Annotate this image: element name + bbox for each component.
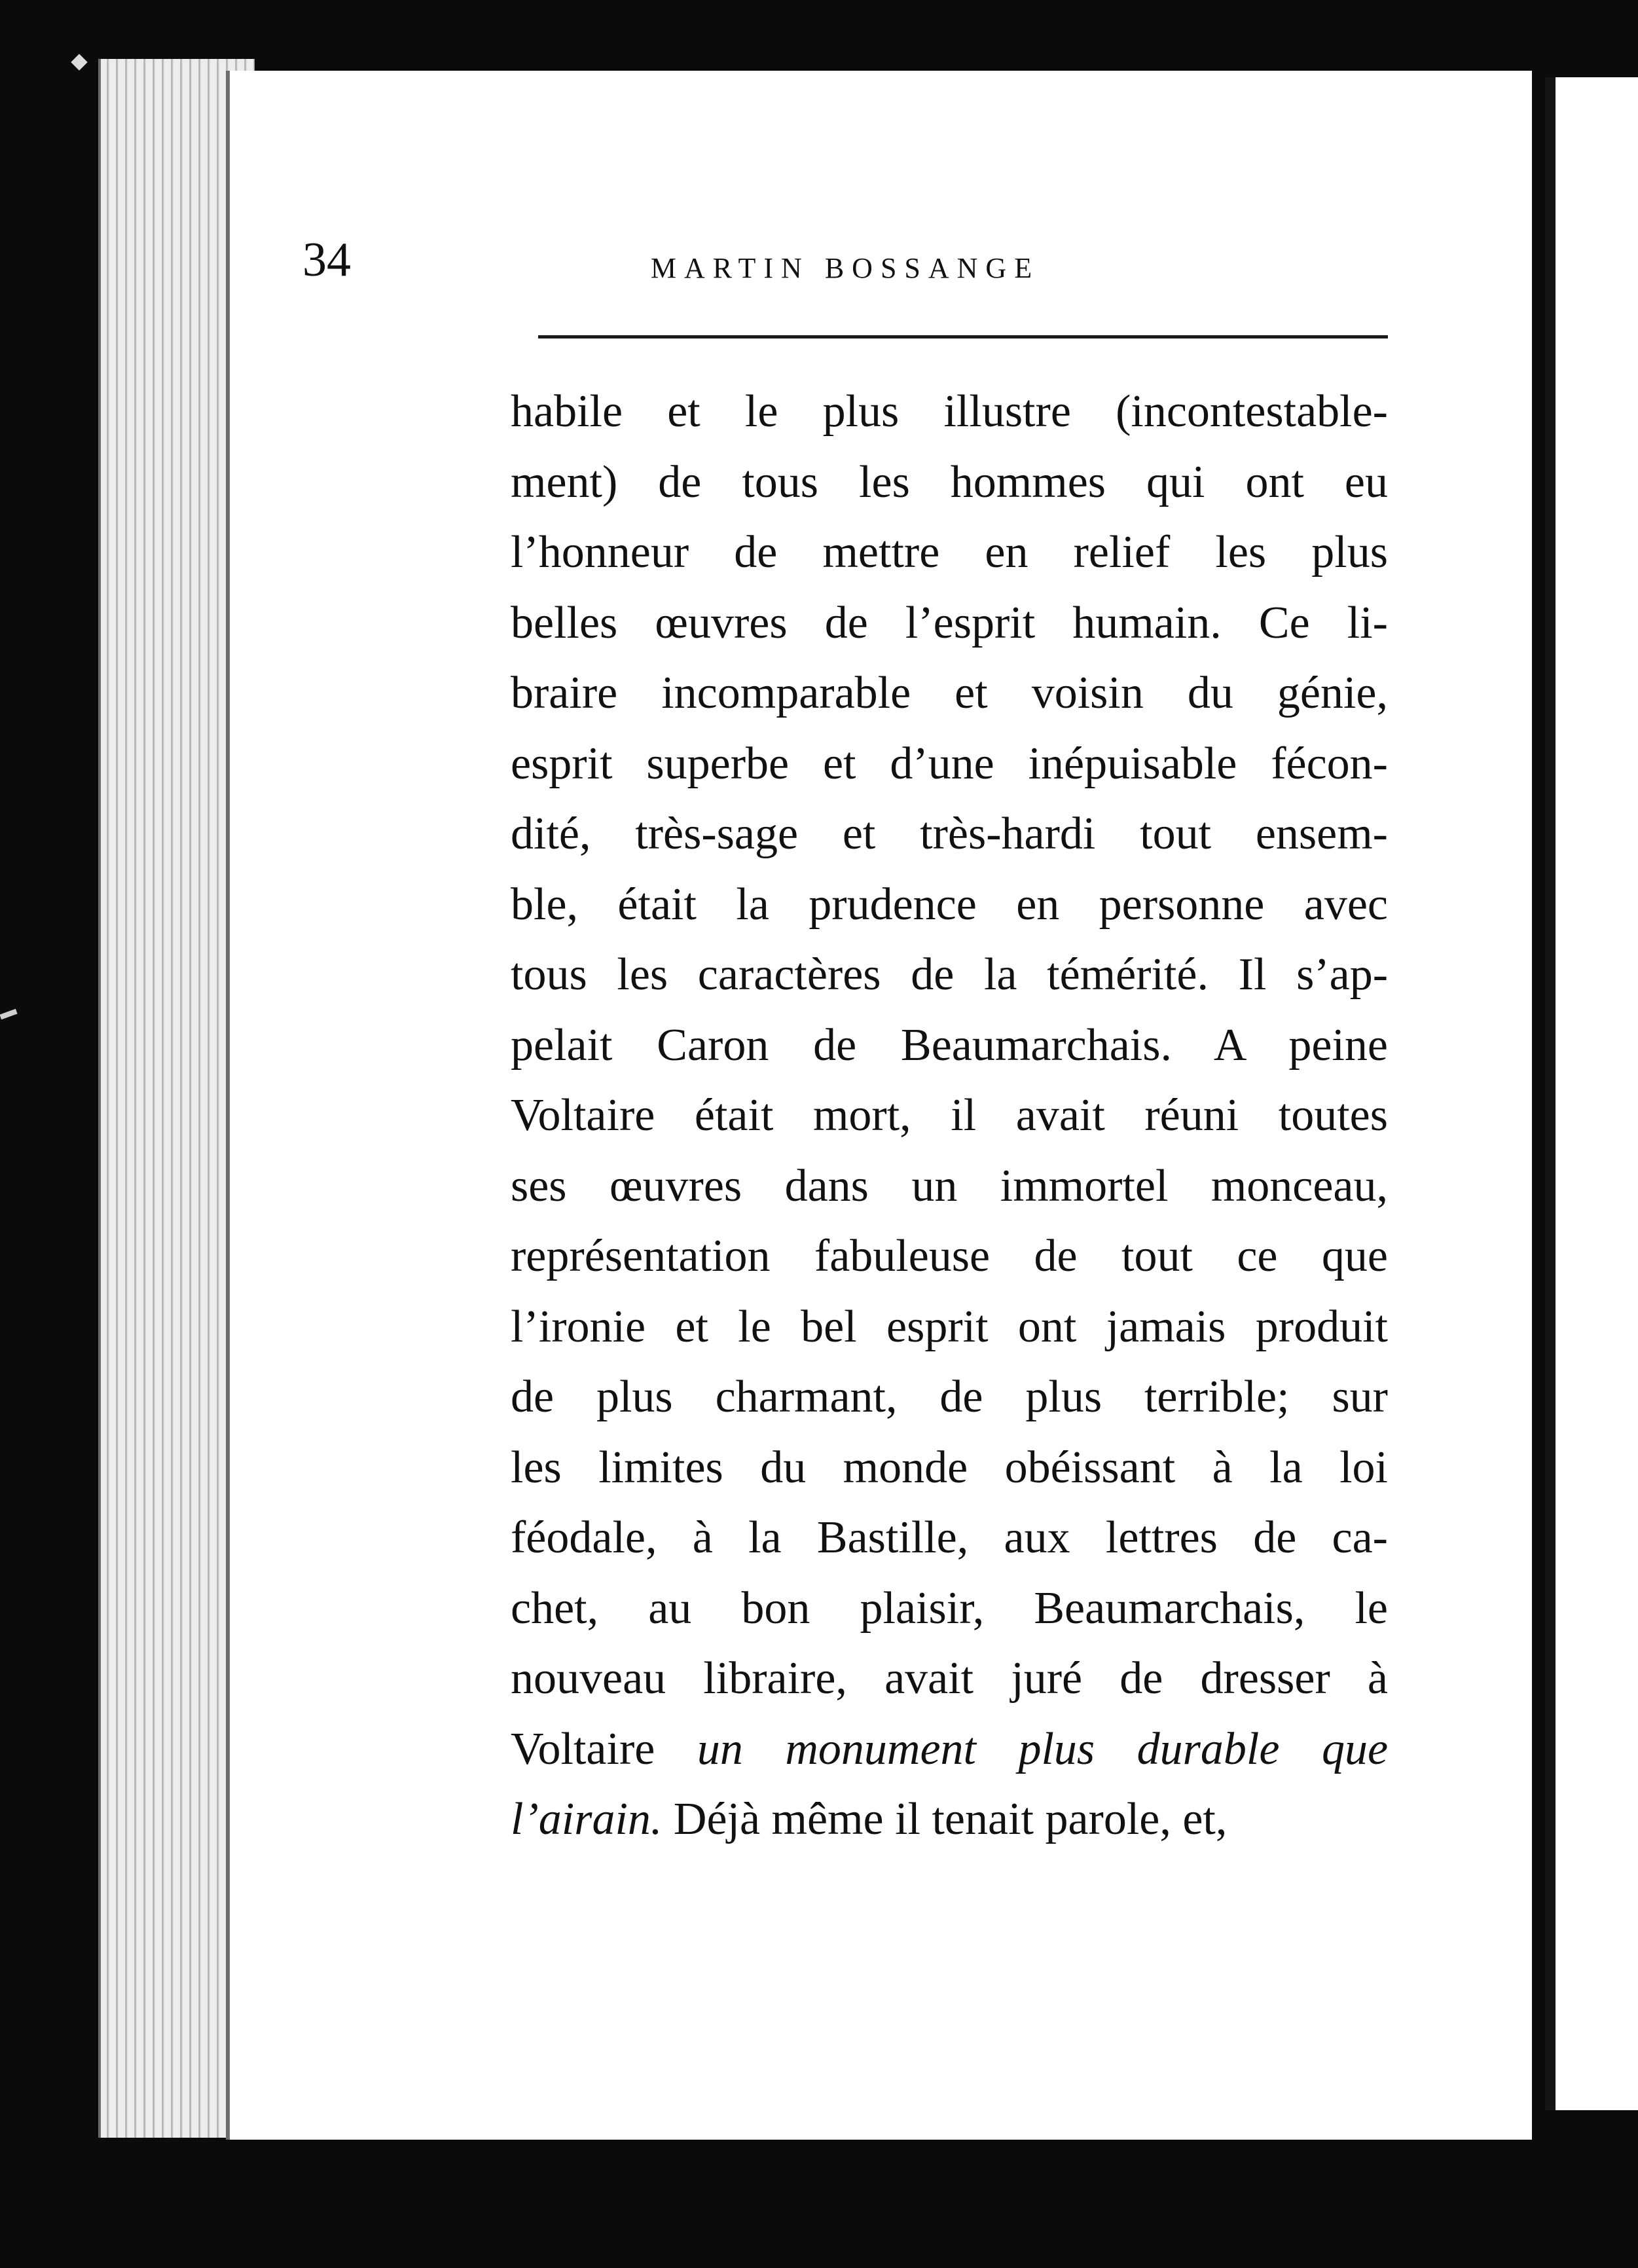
text-segment: Déjà même il tenait parole, et, [662, 1794, 1228, 1844]
running-header [302, 233, 1388, 308]
text-line: braire incomparable et voisin du génie, [511, 668, 1388, 718]
adjacent-page-edge [1545, 77, 1638, 2110]
text-line: chet, au bon plaisir, Beaumarchais, le [511, 1582, 1388, 1634]
text-line: ble, était la prudence en personne avec [511, 879, 1388, 930]
text-line [511, 1714, 1388, 1785]
header-rule [538, 335, 1388, 338]
text-line: tous les caractères de la témérité. Il s’ap- [511, 949, 1388, 1000]
text-line: pelait Caron de Beaumarchais. A peine [511, 1019, 1388, 1070]
running-head-title: MARTIN BOSSANGE [650, 252, 1040, 284]
italic-quote: l’airain. [511, 1794, 663, 1844]
text-line: de plus charmant, de plus terrible; sur [511, 1372, 1388, 1422]
italic-quote: un monument plus durable que [697, 1723, 1389, 1774]
text-line: dité, très-sage et très-hardi tout ensem- [511, 809, 1388, 859]
text-line: nouveau libraire, avait juré de dresser à [511, 1653, 1388, 1704]
text-line: belles œuvres de l’esprit humain. Ce li- [511, 597, 1388, 648]
text-line: habile et le plus illustre (incontestable- [511, 386, 1388, 437]
scan-speck [0, 1009, 18, 1019]
text-line: l’ironie et le bel esprit ont jamais produit [511, 1301, 1388, 1352]
text-line [511, 1784, 1388, 1855]
text-line: l’honneur de mettre en relief les plus [511, 527, 1388, 577]
body-text [511, 376, 1388, 1855]
text-line: féodale, à la Bastille, aux lettres de ca- [511, 1512, 1388, 1563]
page-number: 34 [302, 233, 351, 287]
text-line: les limites du monde obéissant à la loi [511, 1442, 1388, 1493]
text-segment: Voltaire [511, 1723, 697, 1774]
text-line: ses œuvres dans un immortel monceau, [511, 1160, 1388, 1211]
text-line: esprit superbe et d’une inépuisable fécon- [511, 738, 1388, 789]
text-line: ment) de tous les hommes qui ont eu [511, 456, 1388, 507]
scan-speck [71, 54, 87, 70]
text-line: Voltaire était mort, il avait réuni toutes [511, 1090, 1388, 1141]
text-line: représentation fabuleuse de tout ce que [511, 1231, 1388, 1281]
